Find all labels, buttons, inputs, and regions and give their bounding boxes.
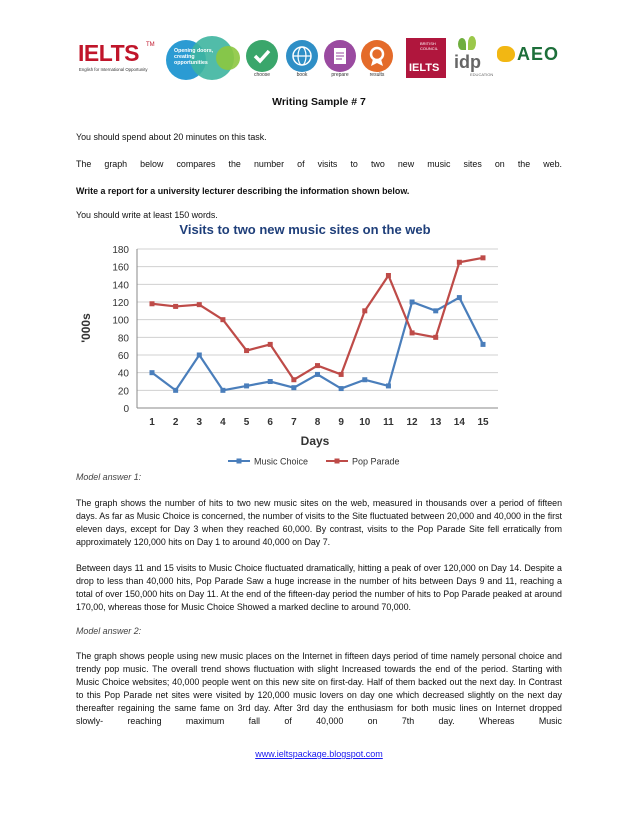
footer [0,749,638,759]
y-tick-label: 60 [117,351,129,362]
legend-label: Music Choice [254,456,309,467]
x-tick-labels [149,417,489,428]
model-answer-2-heading: Model answer 2: [76,626,142,636]
footer-link[interactable]: www.ieltspackage.blogspot.com [255,749,383,759]
data-point [315,363,320,368]
data-point [410,300,415,305]
data-point [268,379,273,384]
data-point [457,295,462,300]
x-tick-label: 12 [406,417,418,428]
y-tick-labels [112,245,129,415]
y-tick-label: 40 [117,368,129,380]
idp-text: idp [454,52,481,72]
data-point [315,372,320,377]
task-instruction-time: You should spend about 20 minutes on this task. [76,132,267,142]
y-axis-label: '000s [79,313,93,343]
model-answer-1-para-1: The graph shows the number of hits to two new music sites on the web, measured in thousands over a period of fifteen days. As far as Music Choice is concerned, the number of visits to the Site fluctuated between 20,000 and 40,000 in the first eleven days, except for Day 3 when they reached 60,000. By contrast, visits to the Pop Parade Site fell erratically from approximately 120,000 hits on Day 1 to around 40,000 on Day 7. [76,498,562,547]
data-point [291,377,296,382]
task-prompt: The graph below compares the number of visits to two new music sites on the web. [76,159,562,169]
ielts-logo-tm: TM [146,42,155,48]
bubble-text: Opening doors, creating opportunities [174,48,214,66]
y-tick-label: 120 [112,298,129,309]
data-point [220,388,225,393]
y-tick-label: 160 [112,262,129,274]
data-point [291,385,296,390]
data-point [150,370,155,375]
y-tick-label: 180 [112,245,129,256]
data-point [197,302,202,307]
globe-icon [286,40,318,72]
x-tick-label: 15 [477,417,489,428]
data-point [481,255,486,260]
data-point [433,308,438,313]
data-point [457,260,462,265]
y-tick-label: 80 [117,333,129,345]
header-banner [0,34,638,86]
idp-education-text: EDUCATION [470,72,494,77]
data-point [481,342,486,347]
document-icon [324,40,356,72]
data-point [220,317,225,322]
x-tick-label: 9 [338,417,344,428]
data-point [173,304,178,309]
model-answer-1-heading: Model answer 1: [76,472,142,482]
y-tick-label: 140 [112,280,129,292]
x-tick-label: 3 [196,417,203,428]
y-tick-label: 0 [123,404,129,415]
ielts-red-box [406,38,446,78]
legend-marker [237,459,242,464]
ielts-tagline: English for International Opportunity [79,67,148,72]
data-point [386,273,391,278]
aeo-text: AEO [517,44,560,64]
data-point [339,372,344,377]
ielts-box-text: IELTS [409,62,440,74]
british-council-text: BRITISH COUNCIL [420,41,439,51]
book-label: book [296,72,308,78]
ielts-logo [78,40,155,76]
y-tick-label: 20 [117,386,129,398]
aeo-logo [497,44,561,68]
x-tick-label: 8 [314,417,321,428]
data-point [244,383,249,388]
data-point [410,330,415,335]
chart-title: Visits to two new music sites on the web [179,222,431,237]
australia-map-icon [497,46,515,62]
opening-doors-bubble [166,36,242,82]
model-answer-1-para-2: Between days 11 and 15 visits to Music Choice fluctuated dramatically, hitting a peak of over 120,000 on Day 14. Despite a drop to less than 40,000 hits, Pop Parade Saw a huge increase in the number of hits between Days 9 and 11, reaching a total of over 150,000 hits on Day 11. At the end of the fifteen-day period the number of hits to Pop Parade peaked at around 170,00, whereas those for Music Choice Showed a marked decline to around 70,000. [76,563,562,612]
data-point [268,342,273,347]
x-tick-label: 5 [243,417,250,428]
task-word-count: You should write at least 150 words. [76,210,218,220]
page-title: Writing Sample # 7 [272,96,366,108]
x-axis-label: Days [300,434,330,448]
x-tick-label: 4 [220,417,226,428]
task-report-instruction: Write a report for a university lecturer describing the information shown below. [76,186,410,196]
y-tick-label: 100 [112,315,129,327]
x-tick-label: 6 [267,417,273,428]
check-icon [246,40,278,72]
chart-legend [228,457,400,467]
data-point [244,348,249,353]
x-tick-label: 1 [149,417,155,428]
prepare-label: prepare [331,72,349,78]
data-point [197,353,202,358]
legend-marker [335,459,340,464]
data-point [173,388,178,393]
ielts-logo-word: IELTS [78,40,139,66]
x-tick-label: 2 [172,417,179,428]
data-point [362,377,367,382]
line-chart [78,218,518,473]
idp-logo [452,36,494,82]
model-answer-2-para-1: The graph shows people using new music places on the Internet in fifteen days period of time namely personal choice and trendy pop music. The overall trend shows fluctuation with slight Increased towards the end of the period. Starting with Music Choice websites; 40,000 people went on this new site on first-day. Half of them backed out the next day. In Contrast to this Pop Parade net sites were visited by 120,000 music lovers on day one which decreased slightly on the next day thereafter regaining the same fame on 3rd day. After 3rd day the enthusiasm for both music lines on Internet dropped slowly- reaching maximum fall of 40,000 on 7th day. Whereas Music [76,651,562,726]
award-icon [361,40,393,72]
data-point [150,301,155,306]
x-tick-label: 7 [291,417,297,428]
data-point [386,383,391,388]
data-point [339,386,344,391]
x-tick-label: 13 [430,417,442,428]
x-tick-label: 10 [359,417,371,428]
results-label: results [369,72,385,78]
chart-grid [137,249,498,408]
data-point [362,308,367,313]
x-tick-label: 14 [453,417,465,428]
choose-label: choose [253,72,271,78]
data-point [433,335,438,340]
series-line-pop-parade [152,258,483,380]
legend-label: Pop Parade [352,456,400,467]
x-tick-label: 11 [383,417,394,428]
